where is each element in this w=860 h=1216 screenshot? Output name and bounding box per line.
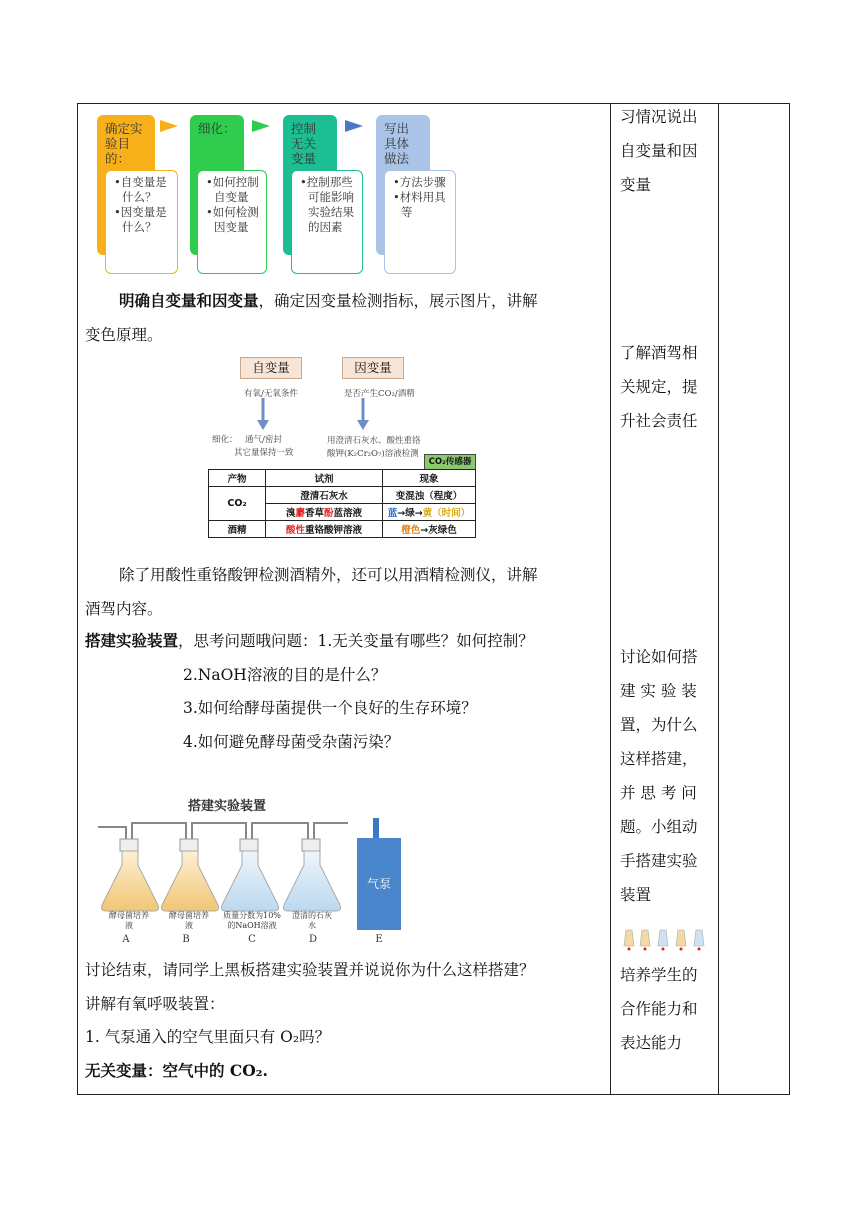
- detect-text: 用澄清石灰水、酸性重铬: [327, 436, 421, 446]
- text: 黄: [422, 508, 433, 519]
- flask-set: [96, 815, 396, 920]
- text: 麝: [295, 508, 305, 519]
- text: 橙色: [401, 525, 421, 536]
- flow-box-title: 细化：: [198, 121, 236, 136]
- paragraph: 无关变量：空气中的 CO₂.: [85, 1061, 268, 1080]
- table-cell: [266, 521, 383, 538]
- side-line: 了解酒驾相: [620, 344, 698, 362]
- flow-box-content: [291, 170, 363, 274]
- arrow-down-icon: [355, 398, 385, 432]
- flask-label: 澄清的石灰水: [292, 911, 332, 930]
- independent-variable-tag: 自变量: [240, 357, 302, 379]
- flow-box-content: [197, 170, 267, 274]
- paragraph: 讲解有氧呼吸装置：: [85, 995, 225, 1013]
- paragraph: 讨论结束，请同学上黑板搭建实验装置并说说你为什么这样搭建？: [85, 961, 535, 979]
- side-note-2: [620, 336, 712, 438]
- flask-a: [102, 839, 159, 911]
- flask-letter: D: [308, 934, 318, 945]
- flask-d: [284, 839, 341, 911]
- table-cell: CO₂: [209, 487, 266, 521]
- pump-tube: [373, 818, 379, 838]
- paragraph: 变色原理。: [85, 326, 163, 344]
- text: （时间）: [432, 508, 471, 519]
- flask-letter: B: [182, 934, 190, 945]
- dependent-variable-tag: 因变量: [342, 357, 404, 379]
- side-line: 培养学生的: [620, 966, 698, 984]
- side-line: 习情况说出: [620, 108, 698, 126]
- flow-item: •如何检测因变量: [206, 205, 259, 234]
- paragraph: 酒驾内容。: [85, 600, 163, 618]
- flask-b: [162, 839, 219, 911]
- text: →绿→: [397, 508, 423, 519]
- text: 蓝: [387, 508, 398, 519]
- side-line: 手搭建实验: [620, 852, 698, 870]
- flow-item: •因变量是什么？: [114, 205, 167, 234]
- flow-box-title: 确定实验目的：: [105, 121, 143, 166]
- side-line: 并 思 考 问: [620, 784, 697, 802]
- paragraph: [119, 286, 538, 316]
- flask-letter: C: [248, 934, 256, 945]
- flow-item: •材料用具等: [393, 190, 446, 219]
- refine-label: 细化：: [212, 435, 238, 445]
- text: 溴: [285, 508, 296, 519]
- table-cell: [383, 504, 476, 521]
- side-line: 题。小组动: [620, 818, 698, 836]
- flow-item: •控制那些可能影响实验结果的因素: [300, 175, 354, 234]
- paragraph: 除了用酸性重铬酸钾检测酒精外，还可以用酒精检测仪，讲解: [119, 566, 538, 584]
- paragraph: 1. 气泵通入的空气里面只有 O₂吗？: [85, 1028, 331, 1046]
- paragraph: [85, 626, 534, 656]
- side-note-1: [620, 100, 712, 202]
- text: →灰绿色: [420, 525, 457, 536]
- question: 4.如何避免酵母菌受杂菌污染？: [183, 733, 400, 751]
- side-line: 升社会责任: [620, 412, 698, 430]
- air-pump: 气泵: [357, 838, 401, 930]
- bold-text: 明确自变量和因变量: [119, 291, 259, 310]
- side-line: 变量: [620, 176, 652, 194]
- text: 重铬酸钾溶液: [305, 525, 363, 536]
- flask-label: 酵母菌培养液: [109, 911, 149, 930]
- column-divider: [610, 103, 611, 1095]
- table-header: 产物: [209, 470, 266, 487]
- text: ，思考问题哦问题：1.无关变量有哪些？如何控制？: [178, 632, 534, 650]
- flask-label: 酵母菌培养液: [169, 911, 209, 930]
- flow-item: •自变量是什么？: [114, 175, 167, 204]
- question: 2.NaOH溶液的目的是什么？: [183, 666, 387, 684]
- side-line: 建 实 验 装: [620, 682, 697, 700]
- side-line: 关规定，提: [620, 378, 698, 396]
- flask-letter: A: [122, 934, 130, 945]
- apparatus-thumbnail: [620, 918, 710, 952]
- refine-text: 通气/密封: [245, 435, 282, 445]
- arrow-right-icon: [345, 120, 363, 132]
- table-cell: 变混浊（程度）: [383, 487, 476, 504]
- question: 3.如何给酵母菌提供一个良好的生存环境？: [183, 699, 477, 717]
- table-header: 现象: [383, 470, 476, 487]
- side-line: 讨论如何搭: [620, 648, 698, 666]
- side-line: 合作能力和: [620, 1000, 698, 1018]
- flow-box-content: [105, 170, 178, 274]
- flow-item: •如何控制自变量: [206, 175, 259, 204]
- table-cell: [266, 504, 383, 521]
- arrow-down-icon: [255, 398, 285, 432]
- side-line: 装置: [620, 886, 652, 904]
- flask-label: 质量分数为10%的NaOH溶液: [223, 911, 281, 930]
- flow-box-title: 控制无关变量: [291, 121, 317, 166]
- text: 香草: [304, 508, 324, 519]
- flask-letter: E: [375, 934, 383, 945]
- refine-text: 其它量保持一致: [234, 448, 294, 458]
- bold-text: 搭建实验装置: [85, 631, 179, 650]
- side-note-4: [620, 958, 712, 1060]
- condition-text: 有氧/无氧条件: [244, 389, 298, 399]
- apparatus-title: 搭建实验装置: [188, 799, 267, 814]
- side-line: 这样搭建，: [620, 750, 698, 768]
- side-line: 表达能力: [620, 1034, 683, 1052]
- side-line: 自变量和因: [620, 142, 698, 160]
- table-cell: 酒精: [209, 521, 266, 538]
- side-line: 置，为什么: [620, 716, 698, 734]
- text: 酚: [324, 508, 334, 519]
- text: 酸性: [285, 525, 305, 536]
- text: 蓝溶液: [333, 508, 363, 519]
- table-header: 试剂: [266, 470, 383, 487]
- flask-c: [222, 839, 279, 911]
- product-text: 是否产生CO₂/酒精: [344, 389, 415, 399]
- sensor-badge: CO₂传感器: [424, 454, 476, 470]
- flow-item: •方法步骤: [393, 175, 446, 189]
- arrow-right-icon: [252, 120, 270, 132]
- side-note-3: [620, 640, 712, 912]
- column-divider: [718, 103, 719, 1095]
- table-cell: 澄清石灰水: [266, 487, 383, 504]
- arrow-right-icon: [160, 120, 178, 132]
- table-cell: [383, 521, 476, 538]
- flow-box-title: 写出具体做法: [384, 121, 410, 166]
- text: ，确定因变量检测指标，展示图片，讲解: [258, 292, 538, 310]
- detect-text: 酸钾(K₂Cr₂O₇)溶液检测: [327, 449, 419, 459]
- flow-box-content: [384, 170, 456, 274]
- reagent-table: [208, 469, 476, 538]
